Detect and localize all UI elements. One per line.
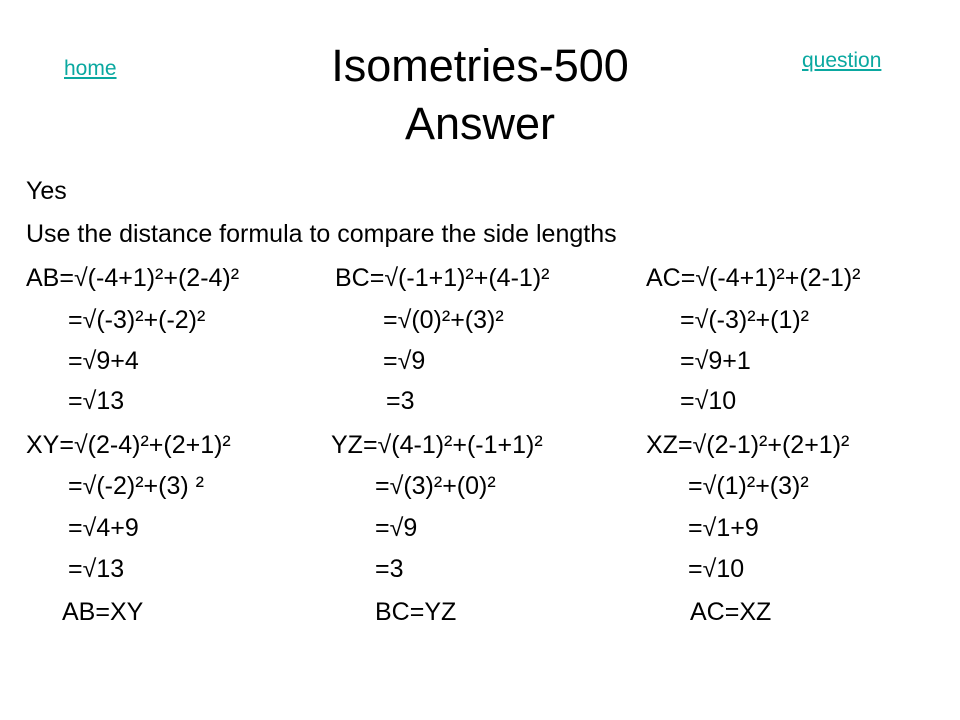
conclusion-ac-xz: AC=XZ	[690, 598, 772, 626]
xz-step-2: =√(1)²+(3)²	[688, 472, 809, 500]
question-link[interactable]: question	[802, 49, 882, 72]
instruction-text: Use the distance formula to compare the side lengths	[26, 220, 617, 248]
yz-step-3: =√9	[375, 514, 418, 542]
page-title-line1: Isometries-500	[331, 40, 629, 91]
bc-step-1: BC=√(-1+1)²+(4-1)²	[335, 264, 550, 292]
conclusion-bc-yz: BC=YZ	[375, 598, 457, 626]
xy-step-1: XY=√(2-4)²+(2+1)²	[26, 431, 231, 459]
xz-step-3: =√1+9	[688, 514, 759, 542]
bc-step-3: =√9	[383, 347, 426, 375]
xz-step-1: XZ=√(2-1)²+(2+1)²	[646, 431, 850, 459]
ac-step-1: AC=√(-4+1)²+(2-1)²	[646, 264, 861, 292]
yz-step-2: =√(3)²+(0)²	[375, 472, 496, 500]
yz-step-4: =3	[375, 555, 404, 583]
ab-step-3: =√9+4	[68, 347, 139, 375]
ac-step-4: =√10	[680, 387, 737, 415]
xz-step-4: =√10	[688, 555, 745, 583]
bc-step-2: =√(0)²+(3)²	[383, 306, 504, 334]
answer-text: Yes	[26, 177, 67, 205]
home-link[interactable]: home	[64, 57, 117, 80]
ac-step-3: =√9+1	[680, 347, 751, 375]
ac-step-2: =√(-3)²+(1)²	[680, 306, 810, 334]
conclusion-ab-xy: AB=XY	[62, 598, 144, 626]
ab-step-4: =√13	[68, 387, 125, 415]
xy-step-2: =√(-2)²+(3) ²	[68, 472, 204, 500]
yz-step-1: YZ=√(4-1)²+(-1+1)²	[331, 431, 543, 459]
bc-step-4: =3	[386, 387, 415, 415]
ab-step-2: =√(-3)²+(-2)²	[68, 306, 206, 334]
xy-step-4: =√13	[68, 555, 125, 583]
page-title-line2: Answer	[404, 98, 556, 149]
ab-step-1: AB=√(-4+1)²+(2-4)²	[26, 264, 240, 292]
xy-step-3: =√4+9	[68, 514, 139, 542]
